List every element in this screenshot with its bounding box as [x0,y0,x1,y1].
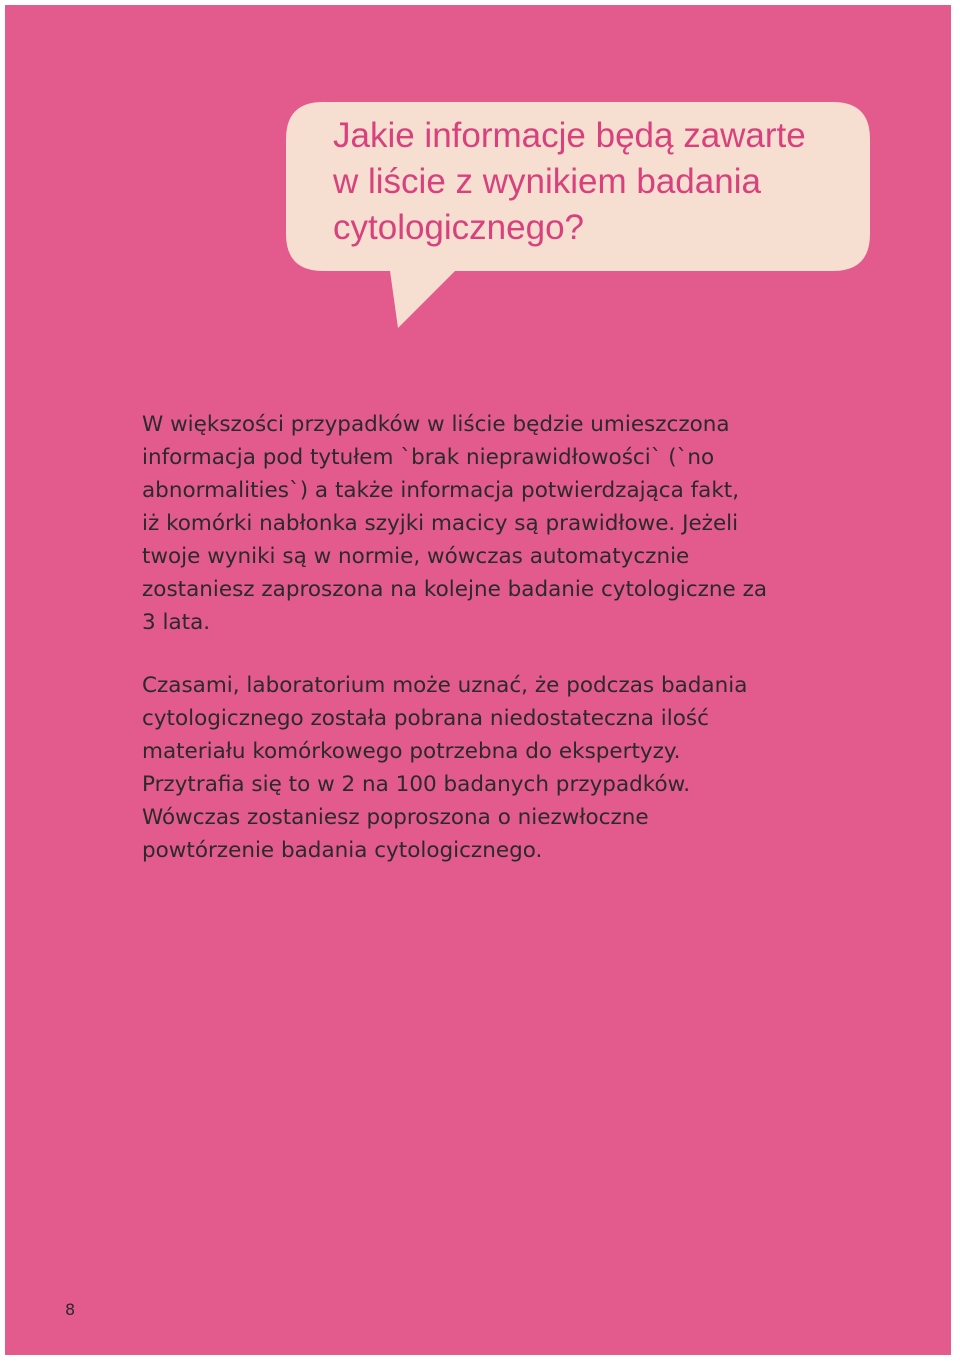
paragraph-line: zostaniesz zaproszona na kolejne badanie cytologiczne za [142,577,768,602]
paragraph-line: informacja pod tytułem `brak nieprawidłowości` (`no [142,445,715,470]
paragraph-line: Przytrafia się to w 2 na 100 badanych przypadków. [142,772,691,797]
paragraph-line: powtórzenie badania cytologicznego. [142,838,543,863]
heading-line: cytologicznego? [333,208,584,247]
paragraph-results-normal [142,408,842,639]
heading-line: Jakie informacje będą zawarte [333,116,806,155]
page-heading [333,113,853,251]
paragraph-line: Wówczas zostaniesz poproszona o niezwłoczne [142,805,649,830]
paragraph-insufficient-sample [142,669,842,867]
paragraph-line: iż komórki nabłonka szyjki macicy są prawidłowe. Jeżeli [142,511,739,536]
heading-line: w liście z wynikiem badania [333,162,761,201]
paragraph-line: twoje wyniki są w normie, wówczas automatycznie [142,544,690,569]
paragraph-line: cytologicznego została pobrana niedostateczna ilość [142,706,709,731]
page-number: 8 [65,1300,76,1319]
paragraph-line: materiału komórkowego potrzebna do ekspertyzy. [142,739,681,764]
paragraph-line: 3 lata. [142,610,211,635]
paragraph-line: abnormalities`) a także informacja potwierdzająca fakt, [142,478,740,503]
paragraph-line: W większości przypadków w liście będzie umieszczona [142,412,730,437]
page [5,5,951,1355]
paragraph-line: Czasami, laboratorium może uznać, że podczas badania [142,673,748,698]
body-text [142,408,842,897]
